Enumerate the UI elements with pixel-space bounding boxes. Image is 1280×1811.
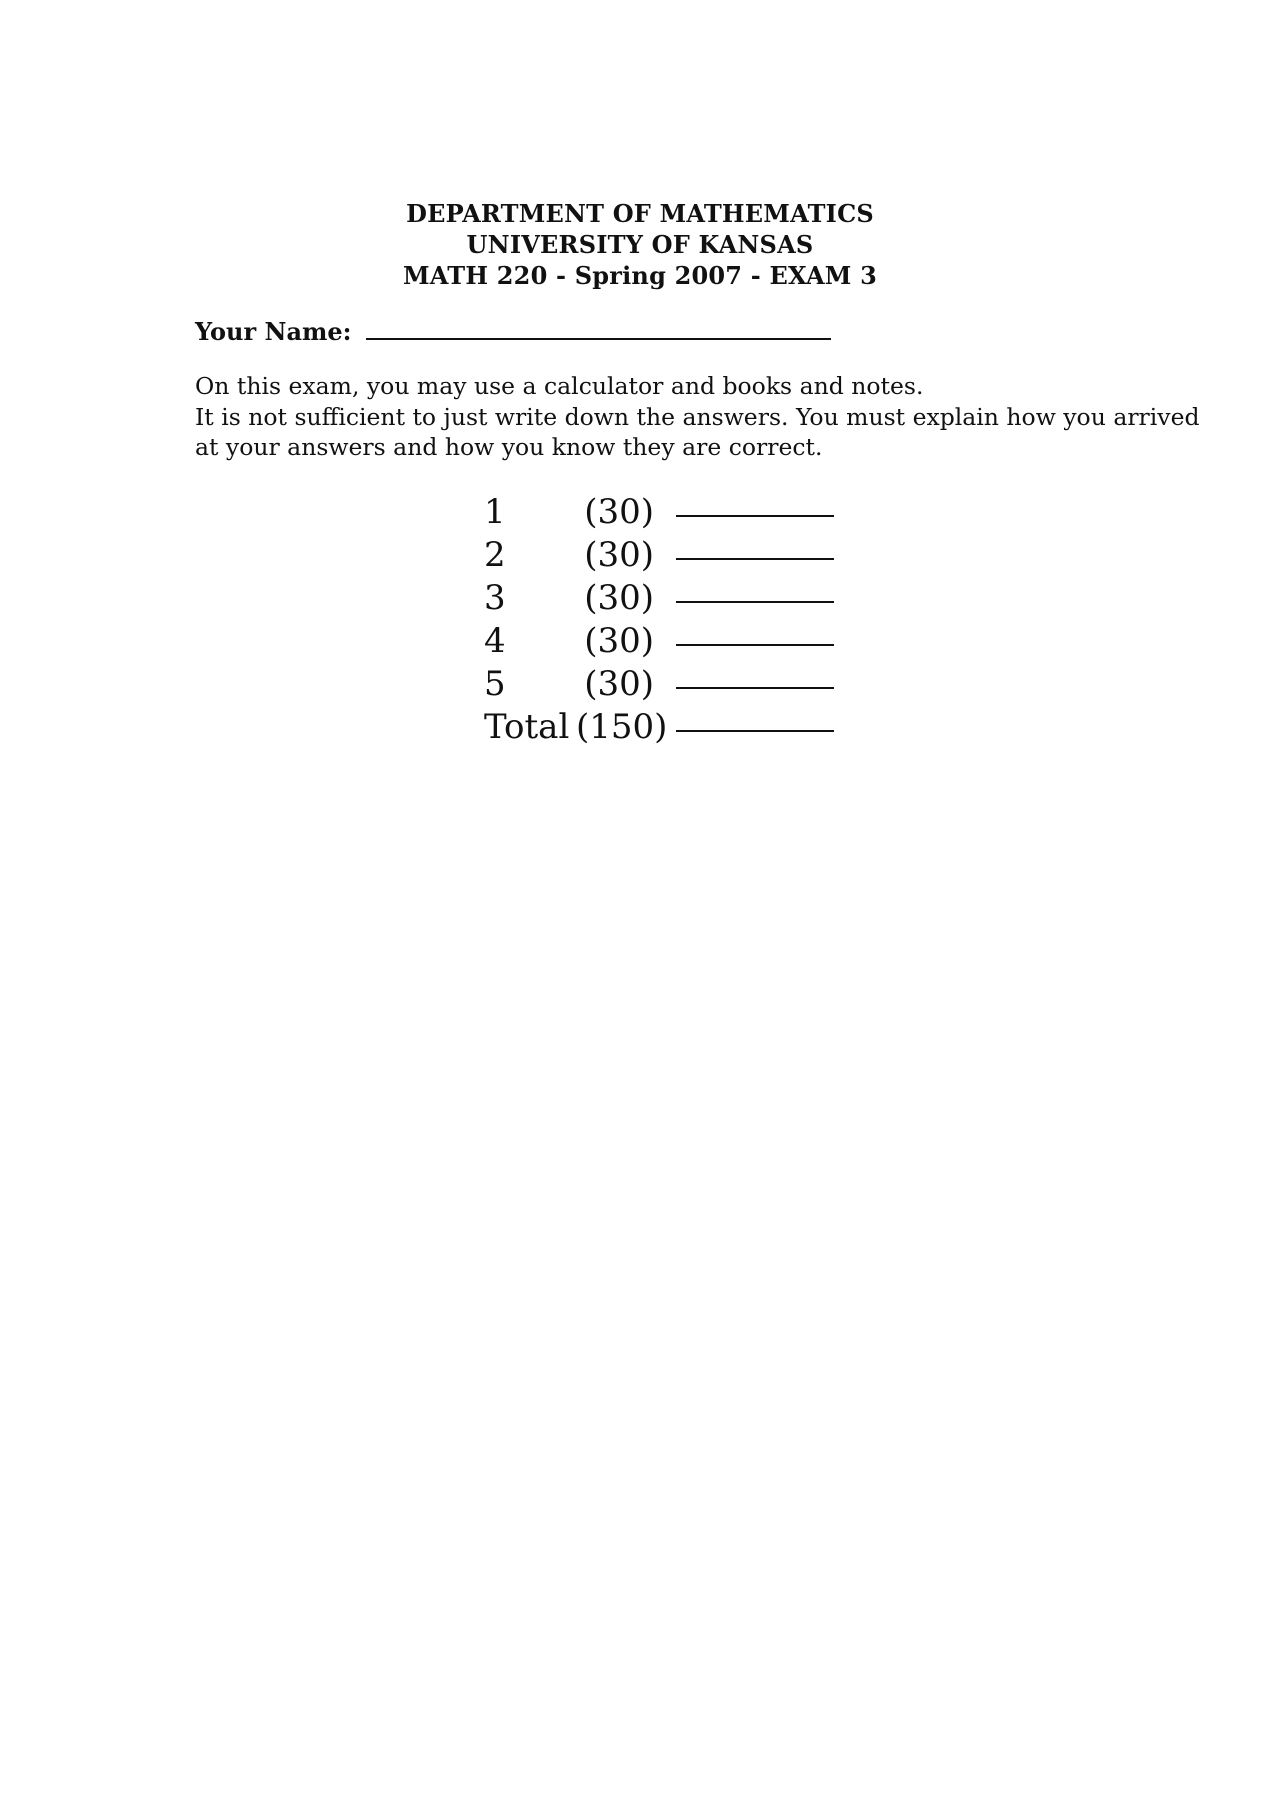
score-row-total (484, 706, 834, 749)
problem-label: 4 (484, 621, 506, 661)
total-label: Total (484, 707, 570, 747)
instruction-line-3: at your answers and how you know they are correct. (195, 433, 823, 461)
score-row-5 (484, 663, 834, 706)
score-row-2 (484, 534, 834, 577)
instruction-line-2: It is not sufficient to just write down the answers. You must explain how you arrived (195, 402, 1200, 431)
name-row (195, 310, 831, 346)
points-label: (30) (584, 578, 654, 618)
problem-label: 2 (484, 535, 506, 575)
name-blank-line[interactable] (366, 338, 831, 340)
score-blank-line[interactable] (676, 515, 834, 517)
total-points-label: (150) (576, 707, 668, 747)
problem-label: 5 (484, 664, 506, 704)
total-score-blank-line[interactable] (676, 730, 834, 732)
instruction-line-1: On this exam, you may use a calculator and books and notes. (195, 372, 924, 400)
points-label: (30) (584, 621, 654, 661)
course-title: MATH 220 - Spring 2007 - EXAM 3 (403, 261, 877, 290)
university-title: UNIVERSITY OF KANSAS (466, 230, 814, 259)
score-row-4 (484, 620, 834, 663)
score-blank-line[interactable] (676, 601, 834, 603)
points-label: (30) (584, 535, 654, 575)
points-label: (30) (584, 492, 654, 532)
problem-label: 3 (484, 578, 506, 618)
points-label: (30) (584, 664, 654, 704)
problem-label: 1 (484, 492, 506, 532)
score-row-1 (484, 491, 834, 534)
score-blank-line[interactable] (676, 558, 834, 560)
instructions (195, 371, 1200, 463)
score-table (484, 491, 834, 749)
department-title: DEPARTMENT OF MATHEMATICS (406, 199, 874, 228)
score-row-3 (484, 577, 834, 620)
exam-header (0, 198, 1280, 291)
name-label: Your Name: (195, 317, 352, 346)
score-blank-line[interactable] (676, 687, 834, 689)
score-blank-line[interactable] (676, 644, 834, 646)
